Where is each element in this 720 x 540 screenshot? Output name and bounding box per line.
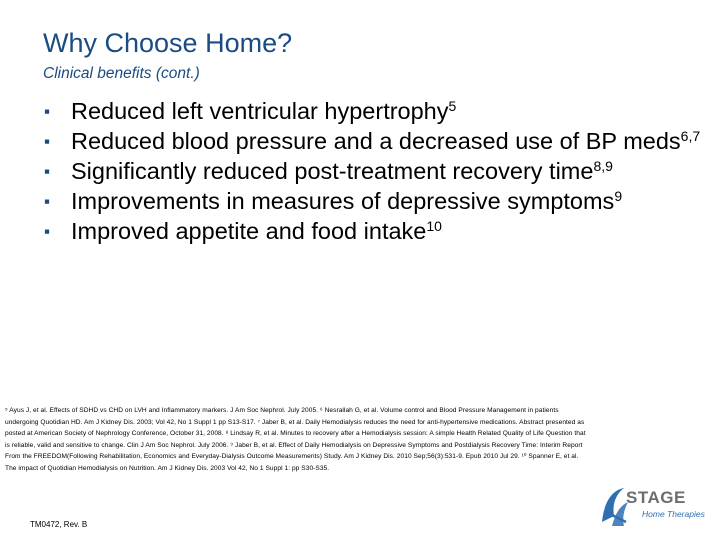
bullet-item [43, 126, 703, 156]
bullet-text: Reduced left ventricular hypertrophy [71, 98, 449, 124]
page-title: Why Choose Home? [43, 28, 293, 58]
logo-wordmark: STAGE [626, 488, 686, 507]
reference-line: The impact of Quotidian Hemodialysis on Nutrition. Am J Kidney Dis. 2003 Vol 42, No 1 Suppl 1: pp S30-S35. [5, 464, 330, 472]
bullet-citation: 9 [614, 188, 623, 204]
square-bullet-icon: ▪ [44, 132, 51, 151]
bullet-text: Significantly reduced post-treatment recovery time [71, 158, 594, 184]
reference-line: is reliable, valid and sensitive to change. Clin J Am Soc Nephrol. July 2006. ⁹ Jaber B, et al. Effect of Daily Hemodialysis on Depressive Symptoms and Postdialysis Recovery Time: Interim Report [5, 441, 583, 449]
bullet-item [43, 156, 703, 186]
reference-line: ⁵ Ayus J, et al. Effects of SDHD vs CHD on LVH and Inflammatory markers. J Am Soc Nephrol. July 2005. ⁶ Nesrallah G, et al. Volume control and Blood Pressure Management in patients [5, 407, 559, 414]
reference-line: posted at American Society of Nephrology Conference, October 31, 2008. ⁸ Lindsay R, et al. Minutes to recovery after a Hemodialysis session: A simple Health Related Quality of Life Question that [5, 430, 586, 437]
bullet-text: Improvements in measures of depressive symptoms [71, 188, 615, 214]
bullet-citation: 5 [448, 98, 457, 114]
bullet-text: Improved appetite and food intake [71, 218, 427, 244]
bullet-text: Reduced blood pressure and a decreased use of BP meds [71, 128, 681, 154]
bullet-item [43, 96, 703, 126]
square-bullet-icon: ▪ [44, 102, 51, 121]
bullet-citation: 6,7 [680, 128, 701, 144]
bullet-list [43, 96, 703, 246]
reference-line: From the FREEDOM(Following Rehabilitation, Economics and Everyday-Dialysis Outcome Measurements) Study. Am J Kidney Dis. 2010 Sep;56(3):531-9. Epub 2010 Jul 29. ¹⁰ Spanner E, et al. [5, 453, 579, 460]
bullet-citation: 8,9 [593, 158, 613, 174]
page-subtitle: Clinical benefits (cont.) [43, 65, 200, 82]
references [5, 405, 713, 474]
bullet-item [43, 216, 703, 246]
bullet-citation: 10 [426, 218, 442, 234]
bullet-item [43, 186, 703, 216]
square-bullet-icon: ▪ [44, 192, 51, 211]
document-code: TM0472, Rev. B [30, 520, 88, 529]
square-bullet-icon: ▪ [44, 162, 51, 181]
logo-tagline: Home Therapies [642, 509, 705, 519]
square-bullet-icon: ▪ [44, 222, 51, 241]
reference-line: undergoing Quotidian HD. Am J Kidney Dis. 2003; Vol 42, No 1 Suppl 1 pp S13-S17. ⁷ Jaber B, et al. Daily Hemodialysis reduces the need for anti-hypertensive medications. Abstract presented as [5, 418, 585, 426]
